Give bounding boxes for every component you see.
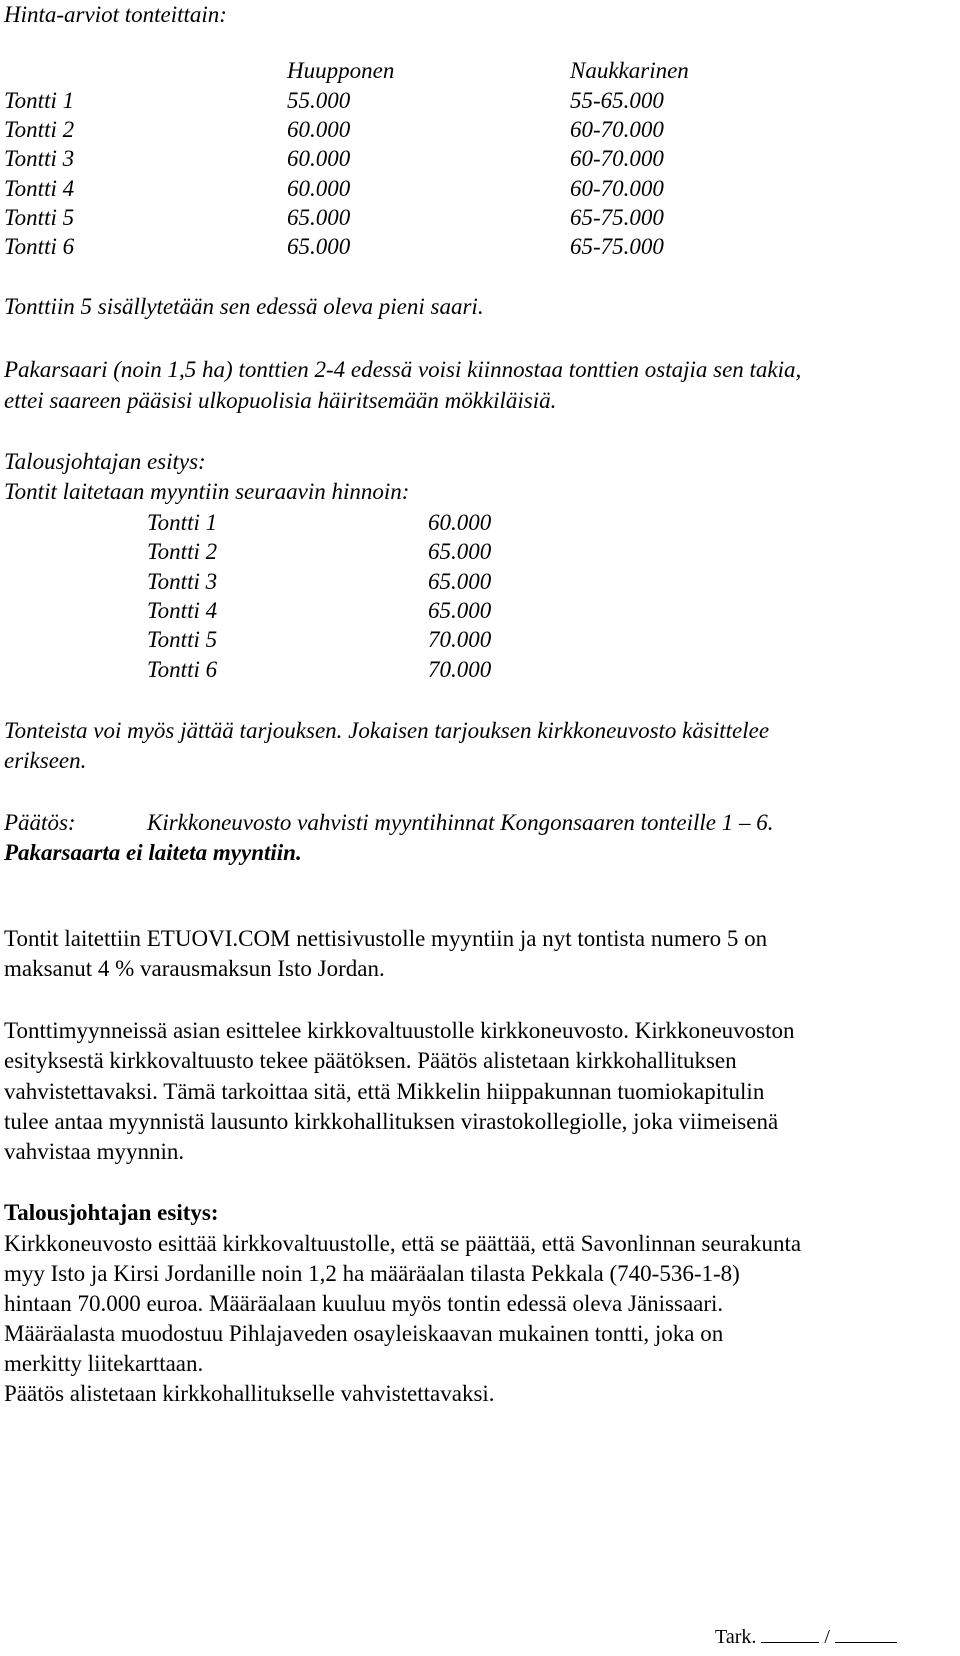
proposal-line: Kirkkoneuvosto esittää kirkkovaltuustolle, että se päättää, että Savonlinnan seurakunta [4,1231,802,1256]
naukkarinen-value: 65-75.000 [570,205,664,230]
section-heading: Hinta-arviot tonteittain: [4,2,227,27]
lot-price: 70.000 [428,627,492,652]
process-line: vahvistaa myynnin. [4,1139,185,1164]
huupponen-value: 60.000 [287,146,351,171]
note-pakarsaari-line: ettei saareen pääsisi ulkopuolisia häiritsemään mökkiläisiä. [4,388,557,413]
lot-name: Tontti 1 [147,510,218,535]
huupponen-value: 55.000 [287,88,351,113]
huupponen-value: 60.000 [287,117,351,142]
etuovi-line: maksanut 4 % varausmaksun Isto Jordan. [4,956,385,981]
column-header-huupponen: Huupponen [287,58,395,83]
process-line: esityksestä kirkkovaltuusto tekee päätöksen. Päätös alistetaan kirkkohallituksen [4,1048,737,1073]
footer-initials [715,1622,897,1652]
decision-line2: Pakarsaarta ei laiteta myyntiin. [4,840,302,865]
huupponen-value: 65.000 [287,205,351,230]
process-line: Tonttimyynneissä asian esittelee kirkkovaltuustolle kirkkoneuvosto. Kirkkoneuvoston [4,1018,795,1043]
naukkarinen-value: 60-70.000 [570,146,664,171]
lot-price: 65.000 [428,539,492,564]
lot-name: Tontti 1 [4,88,75,113]
proposal-label: Talousjohtajan esitys: [4,449,206,474]
process-line: tulee antaa myynnistä lausunto kirkkohallituksen virastokollegiolle, joka viimeisenä [4,1109,779,1134]
naukkarinen-value: 60-70.000 [570,176,664,201]
lot-price: 70.000 [428,657,492,682]
proposal-intro: Tontit laitetaan myyntiin seuraavin hinnoin: [4,479,410,504]
initials-blank [835,1624,897,1643]
initials-separator: / [824,1626,830,1648]
lot-name: Tontti 2 [147,539,218,564]
huupponen-value: 65.000 [287,234,351,259]
note-pakarsaari-line: Pakarsaari (noin 1,5 ha) tonttien 2-4 edessä voisi kiinnostaa tonttien ostajia sen takia, [4,357,802,382]
etuovi-line: Tontit laitettiin ETUOVI.COM nettisivustolle myyntiin ja nyt tontista numero 5 on [4,926,768,951]
proposal-line: Määräalasta muodostuu Pihlajaveden osayleiskaavan mukainen tontti, joka on [4,1321,724,1346]
lot-price: 65.000 [428,598,492,623]
lot-name: Tontti 5 [4,205,75,230]
process-line: vahvistettavaksi. Tämä tarkoittaa sitä, että Mikkelin hiippakunnan tuomiokapitulin [4,1079,765,1104]
proposal-line: Päätös alistetaan kirkkohallitukselle vahvistettavaksi. [4,1381,495,1406]
proposal-line: hintaan 70.000 euroa. Määräalaan kuuluu myös tontin edessä oleva Jänissaari. [4,1291,724,1316]
lot-name: Tontti 2 [4,117,75,142]
lot-name: Tontti 3 [4,146,75,171]
naukkarinen-value: 65-75.000 [570,234,664,259]
proposal-line: myy Isto ja Kirsi Jordanille noin 1,2 ha määräalan tilasta Pekkala (740-536-1-8) [4,1261,740,1286]
offer-note-line: erikseen. [4,748,87,773]
proposal-label: Talousjohtajan esitys: [4,1200,219,1225]
lot-price: 60.000 [428,510,492,535]
tark-label: Tark. [715,1626,757,1648]
huupponen-value: 60.000 [287,176,351,201]
decision-text: Kirkkoneuvosto vahvisti myyntihinnat Kongonsaaren tonteille 1 – 6. [147,810,774,835]
lot-name: Tontti 4 [4,176,75,201]
lot-name: Tontti 5 [147,627,218,652]
initials-blank [761,1624,819,1643]
lot-price: 65.000 [428,569,492,594]
lot-name: Tontti 3 [147,569,218,594]
decision-label: Päätös: [4,810,76,835]
lot-name: Tontti 6 [147,657,218,682]
note-island: Tonttiin 5 sisällytetään sen edessä oleva pieni saari. [4,294,484,319]
offer-note-line: Tonteista voi myös jättää tarjouksen. Jokaisen tarjouksen kirkkoneuvosto käsittelee [4,718,770,743]
column-header-naukkarinen: Naukkarinen [570,58,689,83]
naukkarinen-value: 60-70.000 [570,117,664,142]
naukkarinen-value: 55-65.000 [570,88,664,113]
proposal-line: merkitty liitekarttaan. [4,1351,204,1376]
lot-name: Tontti 4 [147,598,218,623]
lot-name: Tontti 6 [4,234,75,259]
